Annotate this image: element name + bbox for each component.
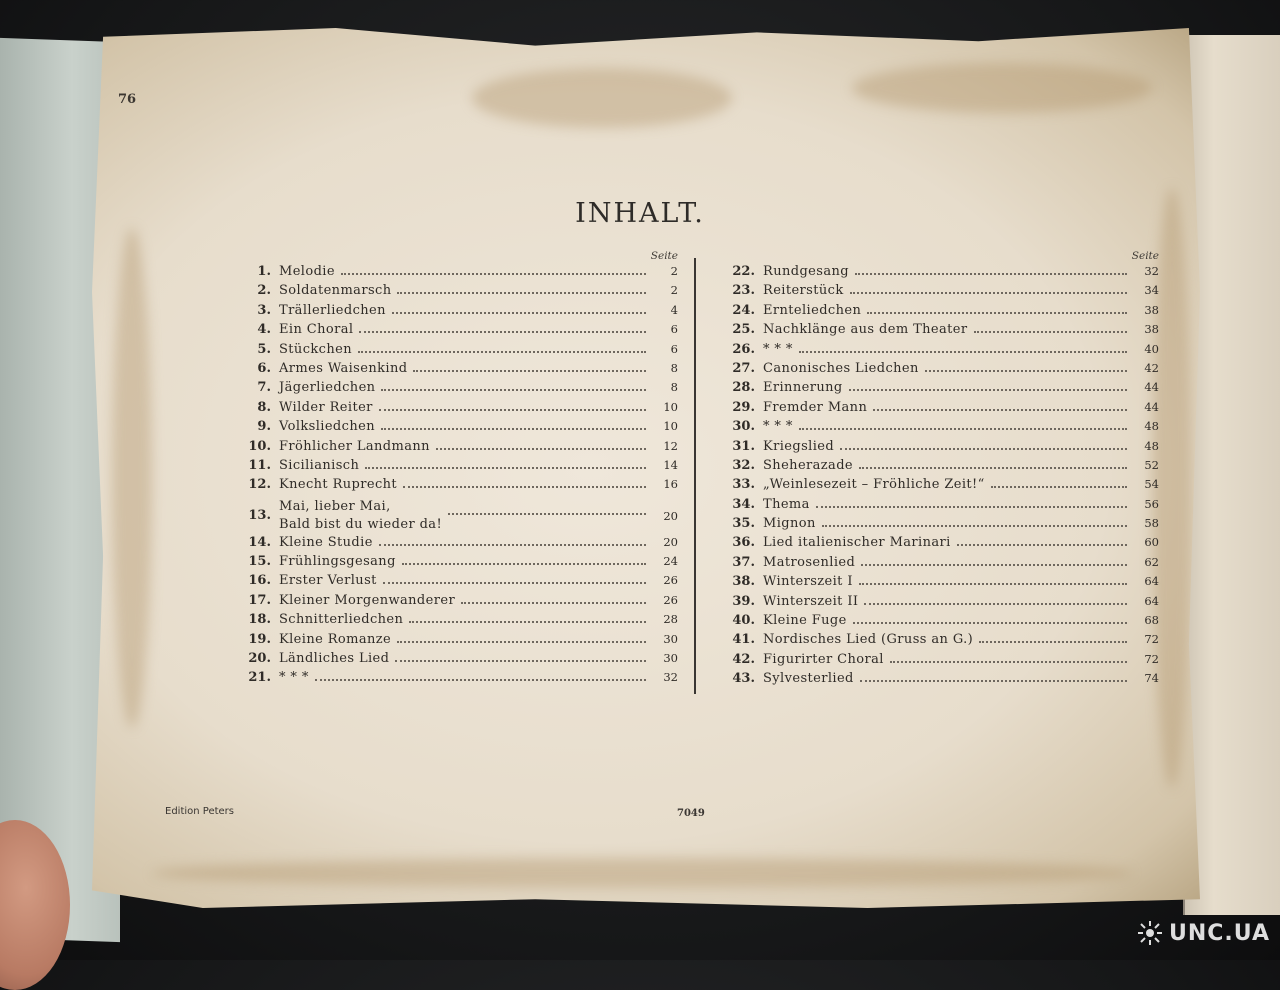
toc-entry bbox=[233, 419, 678, 438]
entry-page: 34 bbox=[1144, 283, 1159, 298]
toc-entry bbox=[233, 342, 678, 361]
entry-title: Wilder Reiter bbox=[279, 399, 373, 415]
publisher-label: Edition Peters bbox=[165, 806, 234, 817]
entry-page: 26 bbox=[663, 592, 678, 607]
dot-leader bbox=[849, 389, 1127, 391]
page-number: 76 bbox=[118, 92, 137, 107]
entry-number: 4. bbox=[257, 322, 271, 338]
toc-entry bbox=[233, 264, 678, 283]
entry-title: * * * bbox=[279, 670, 309, 686]
entry-page: 2 bbox=[670, 264, 678, 278]
entry-title: Fröhlicher Landmann bbox=[279, 438, 430, 454]
entry-title: Rundgesang bbox=[763, 264, 849, 279]
entry-title: Lied italienischer Marinari bbox=[763, 535, 951, 551]
entry-number: 3. bbox=[257, 302, 271, 318]
plate-number: 7049 bbox=[677, 808, 705, 819]
toc-entry bbox=[717, 497, 1159, 516]
entry-number: 12. bbox=[248, 477, 271, 493]
dot-leader bbox=[816, 506, 1127, 508]
toc-entry bbox=[233, 554, 678, 573]
entry-number: 37. bbox=[732, 554, 755, 570]
dot-leader bbox=[315, 679, 646, 681]
toc-entry bbox=[233, 593, 678, 612]
entry-title: Frühlingsgesang bbox=[279, 554, 396, 570]
seite-label: Seite bbox=[650, 250, 678, 262]
entry-page: 54 bbox=[1144, 477, 1159, 492]
entry-page: 10 bbox=[663, 419, 678, 434]
dot-leader bbox=[392, 312, 646, 314]
entry-page: 38 bbox=[1144, 302, 1159, 317]
toc-entry bbox=[717, 594, 1159, 613]
toc-entry bbox=[717, 283, 1159, 302]
dot-leader bbox=[379, 544, 646, 546]
entry-page: 2 bbox=[670, 283, 678, 298]
entry-title: Sylvesterlied bbox=[763, 671, 854, 687]
entry-title: Winterszeit I bbox=[763, 574, 853, 590]
entry-number: 20. bbox=[248, 651, 271, 667]
entry-page: 6 bbox=[670, 341, 678, 356]
entry-number: 41. bbox=[732, 632, 755, 648]
entry-number: 14. bbox=[248, 534, 271, 550]
entry-page: 40 bbox=[1144, 341, 1159, 356]
entry-number: 40. bbox=[732, 613, 755, 629]
entry-number: 23. bbox=[732, 283, 755, 299]
entry-number: 11. bbox=[248, 457, 271, 473]
entry-page: 20 bbox=[663, 534, 678, 549]
dot-leader bbox=[402, 563, 646, 565]
entry-title-line1: Mai, lieber Mai, bbox=[279, 498, 391, 514]
watermark-text: UNC.UA bbox=[1169, 920, 1270, 946]
toc-right-list bbox=[717, 264, 1159, 691]
entry-title: Thema bbox=[763, 496, 810, 512]
toc-entry bbox=[717, 671, 1159, 690]
entry-page: 20 bbox=[663, 508, 678, 523]
entry-title: Erinnerung bbox=[763, 380, 843, 396]
entry-title: Mignon bbox=[763, 516, 816, 532]
dot-leader bbox=[436, 448, 646, 450]
entry-page: 38 bbox=[1144, 322, 1159, 337]
entry-page: 64 bbox=[1144, 593, 1159, 608]
toc-entry bbox=[717, 555, 1159, 574]
entry-page: 42 bbox=[1144, 360, 1159, 375]
entry-title: * * * bbox=[763, 341, 793, 357]
toc-entry bbox=[717, 652, 1159, 671]
adjacent-right-page bbox=[1183, 35, 1280, 915]
entry-title: Soldatenmarsch bbox=[279, 283, 392, 299]
dot-leader bbox=[381, 428, 646, 430]
entry-title: * * * bbox=[763, 419, 793, 435]
toc-entry bbox=[717, 303, 1159, 322]
sun-icon bbox=[1137, 920, 1163, 946]
entry-title-line2: Bald bist du wieder da! bbox=[279, 516, 443, 532]
toc-entry bbox=[233, 651, 678, 670]
entry-page: 32 bbox=[1144, 264, 1159, 278]
dot-leader bbox=[864, 603, 1127, 605]
entry-page: 52 bbox=[1144, 457, 1159, 472]
dot-leader bbox=[365, 467, 646, 469]
entry-title: Winterszeit II bbox=[763, 593, 859, 609]
dot-leader bbox=[358, 351, 646, 353]
entry-number: 38. bbox=[732, 574, 755, 590]
toc-entry bbox=[233, 612, 678, 631]
entry-number: 25. bbox=[732, 322, 755, 338]
entry-title: Kleine Fuge bbox=[763, 613, 847, 629]
dot-leader bbox=[957, 544, 1127, 546]
entry-title: Schnitterliedchen bbox=[279, 612, 404, 628]
toc-left-column bbox=[233, 250, 678, 690]
entry-number: 27. bbox=[732, 360, 755, 376]
toc-entry bbox=[233, 535, 678, 554]
column-divider bbox=[694, 258, 696, 694]
dot-leader bbox=[397, 641, 646, 643]
entry-title: Ein Choral bbox=[279, 322, 354, 338]
dot-leader bbox=[799, 428, 1127, 430]
entry-title: Kleine Studie bbox=[279, 534, 373, 550]
toc-entry bbox=[717, 574, 1159, 593]
entry-page: 16 bbox=[663, 477, 678, 492]
entry-page: 58 bbox=[1144, 516, 1159, 531]
entry-title: Canonisches Liedchen bbox=[763, 360, 919, 376]
dot-leader bbox=[381, 389, 646, 391]
toc-entry bbox=[233, 477, 678, 496]
dot-leader bbox=[383, 582, 646, 584]
entry-title: Kriegslied bbox=[763, 438, 835, 454]
entry-number: 31. bbox=[732, 438, 755, 454]
dot-leader bbox=[413, 370, 646, 372]
entry-page: 68 bbox=[1144, 613, 1159, 628]
entry-number: 26. bbox=[732, 341, 755, 357]
entry-page: 8 bbox=[670, 360, 678, 375]
dot-leader bbox=[397, 292, 646, 294]
entry-title: Stückchen bbox=[279, 341, 352, 357]
entry-title: Figurirter Choral bbox=[763, 651, 884, 667]
entry-number: 18. bbox=[248, 612, 271, 628]
entry-title: Volksliedchen bbox=[279, 419, 375, 435]
dot-leader bbox=[461, 602, 646, 604]
entry-page: 30 bbox=[663, 631, 678, 646]
toc-entry bbox=[717, 516, 1159, 535]
toc-entry bbox=[233, 670, 678, 689]
dot-leader bbox=[799, 351, 1127, 353]
entry-title: Melodie bbox=[279, 264, 335, 279]
entry-page: 44 bbox=[1144, 380, 1159, 395]
toc-entry bbox=[717, 380, 1159, 399]
entry-title: Matrosenlied bbox=[763, 554, 856, 570]
entry-number: 30. bbox=[732, 419, 755, 435]
watermark bbox=[1137, 920, 1270, 946]
dot-leader bbox=[979, 641, 1127, 643]
entry-number: 1. bbox=[257, 264, 271, 279]
dot-leader bbox=[341, 273, 646, 275]
entry-number: 39. bbox=[732, 593, 755, 609]
entry-title: Sheherazade bbox=[763, 457, 854, 473]
entry-page: 32 bbox=[663, 670, 678, 685]
entry-number: 24. bbox=[732, 302, 755, 318]
entry-number: 6. bbox=[257, 360, 271, 376]
entry-number: 16. bbox=[248, 573, 271, 589]
entry-title: Nordisches Lied (Gruss an G.) bbox=[763, 632, 974, 648]
entry-number: 34. bbox=[732, 496, 755, 512]
dot-leader bbox=[448, 513, 646, 515]
entry-number: 15. bbox=[248, 554, 271, 570]
entry-number: 28. bbox=[732, 380, 755, 396]
entry-page: 48 bbox=[1144, 419, 1159, 434]
entry-page: 10 bbox=[663, 399, 678, 414]
dot-leader bbox=[859, 583, 1127, 585]
entry-page: 24 bbox=[663, 554, 678, 569]
toc-entry bbox=[233, 458, 678, 477]
toc-entry bbox=[233, 632, 678, 651]
entry-number: 21. bbox=[248, 670, 271, 686]
toc-entry bbox=[233, 361, 678, 380]
entry-page: 8 bbox=[670, 380, 678, 395]
toc-entry bbox=[233, 322, 678, 341]
entry-page: 64 bbox=[1144, 574, 1159, 589]
entry-title: Reiterstück bbox=[763, 283, 844, 299]
dot-leader bbox=[991, 486, 1127, 488]
dot-leader bbox=[873, 409, 1127, 411]
dot-leader bbox=[403, 486, 646, 488]
entry-number: 19. bbox=[248, 631, 271, 647]
dot-leader bbox=[860, 680, 1127, 682]
toc-entry bbox=[233, 400, 678, 419]
entry-page: 72 bbox=[1144, 632, 1159, 647]
handwritten-note bbox=[0, 103, 106, 207]
entry-number: 8. bbox=[257, 399, 271, 415]
entry-number: 43. bbox=[732, 671, 755, 687]
toc-entry bbox=[717, 361, 1159, 380]
entry-page: 60 bbox=[1144, 535, 1159, 550]
toc-entry bbox=[233, 573, 678, 592]
entry-title: „Weinlesezeit – Fröhliche Zeit!“ bbox=[763, 477, 985, 493]
entry-number: 7. bbox=[257, 380, 271, 396]
dot-leader bbox=[925, 370, 1127, 372]
entry-title bbox=[279, 498, 442, 534]
entry-number: 9. bbox=[257, 419, 271, 435]
entry-page: 74 bbox=[1144, 671, 1159, 686]
entry-page: 26 bbox=[663, 573, 678, 588]
entry-number: 33. bbox=[732, 477, 755, 493]
entry-number: 10. bbox=[248, 438, 271, 454]
dot-leader bbox=[840, 448, 1127, 450]
dot-leader bbox=[890, 661, 1127, 663]
entry-title: Ernteliedchen bbox=[763, 302, 862, 318]
toc-entry bbox=[717, 264, 1159, 283]
toc-entry bbox=[717, 632, 1159, 651]
entry-number: 36. bbox=[732, 535, 755, 551]
entry-title: Ländliches Lied bbox=[279, 651, 390, 667]
entry-page: 30 bbox=[663, 651, 678, 666]
entry-title: Nachklänge aus dem Theater bbox=[763, 322, 968, 338]
dot-leader bbox=[409, 621, 646, 623]
dot-leader bbox=[850, 292, 1127, 294]
toc-left-list bbox=[233, 264, 678, 690]
toc-entry bbox=[717, 613, 1159, 632]
toc-entry bbox=[233, 283, 678, 302]
seite-label: Seite bbox=[1131, 250, 1159, 262]
entry-title: Erster Verlust bbox=[279, 573, 377, 589]
toc-entry bbox=[717, 400, 1159, 419]
toc-entry bbox=[717, 342, 1159, 361]
entry-title: Fremder Mann bbox=[763, 399, 868, 415]
dot-leader bbox=[974, 331, 1127, 333]
entry-page: 72 bbox=[1144, 651, 1159, 666]
dot-leader bbox=[855, 273, 1127, 275]
entry-number: 5. bbox=[257, 341, 271, 357]
entry-number: 35. bbox=[732, 516, 755, 532]
entry-page: 44 bbox=[1144, 399, 1159, 414]
entry-title: Kleiner Morgenwanderer bbox=[279, 592, 456, 608]
entry-page: 28 bbox=[663, 612, 678, 627]
dot-leader bbox=[859, 467, 1127, 469]
toc-entry bbox=[233, 497, 678, 535]
entry-title: Jägerliedchen bbox=[279, 380, 376, 396]
entry-number: 2. bbox=[257, 283, 271, 299]
entry-number: 13. bbox=[248, 508, 271, 524]
toc-entry bbox=[717, 439, 1159, 458]
toc-entry bbox=[717, 322, 1159, 341]
toc-entry bbox=[717, 458, 1159, 477]
entry-title: Kleine Romanze bbox=[279, 631, 392, 647]
dot-leader bbox=[395, 660, 646, 662]
dot-leader bbox=[853, 622, 1127, 624]
toc-entry bbox=[233, 380, 678, 399]
entry-page: 48 bbox=[1144, 438, 1159, 453]
entry-page: 4 bbox=[670, 302, 678, 317]
entry-page: 6 bbox=[670, 322, 678, 337]
entry-title: Armes Waisenkind bbox=[279, 360, 408, 376]
dot-leader bbox=[822, 525, 1127, 527]
entry-number: 32. bbox=[732, 457, 755, 473]
entry-title: Trällerliedchen bbox=[279, 302, 386, 318]
entry-title: Sicilianisch bbox=[279, 457, 360, 473]
entry-number: 42. bbox=[732, 651, 755, 667]
toc-right-column bbox=[717, 250, 1159, 691]
toc-entry bbox=[233, 303, 678, 322]
entry-number: 29. bbox=[732, 399, 755, 415]
toc-entry bbox=[717, 477, 1159, 496]
toc-entry bbox=[717, 419, 1159, 438]
entry-page: 14 bbox=[663, 457, 678, 472]
entry-title: Knecht Ruprecht bbox=[279, 477, 398, 493]
entry-page: 62 bbox=[1144, 554, 1159, 569]
entry-number: 17. bbox=[248, 592, 271, 608]
toc-entry bbox=[233, 439, 678, 458]
dot-leader bbox=[867, 312, 1127, 314]
entry-page: 56 bbox=[1144, 496, 1159, 511]
toc-entry bbox=[717, 535, 1159, 554]
entry-page: 12 bbox=[663, 438, 678, 453]
dot-leader bbox=[359, 331, 646, 333]
dot-leader bbox=[861, 564, 1127, 566]
dot-leader bbox=[379, 409, 646, 411]
page-title: INHALT. bbox=[575, 198, 705, 229]
entry-number: 22. bbox=[732, 264, 755, 279]
